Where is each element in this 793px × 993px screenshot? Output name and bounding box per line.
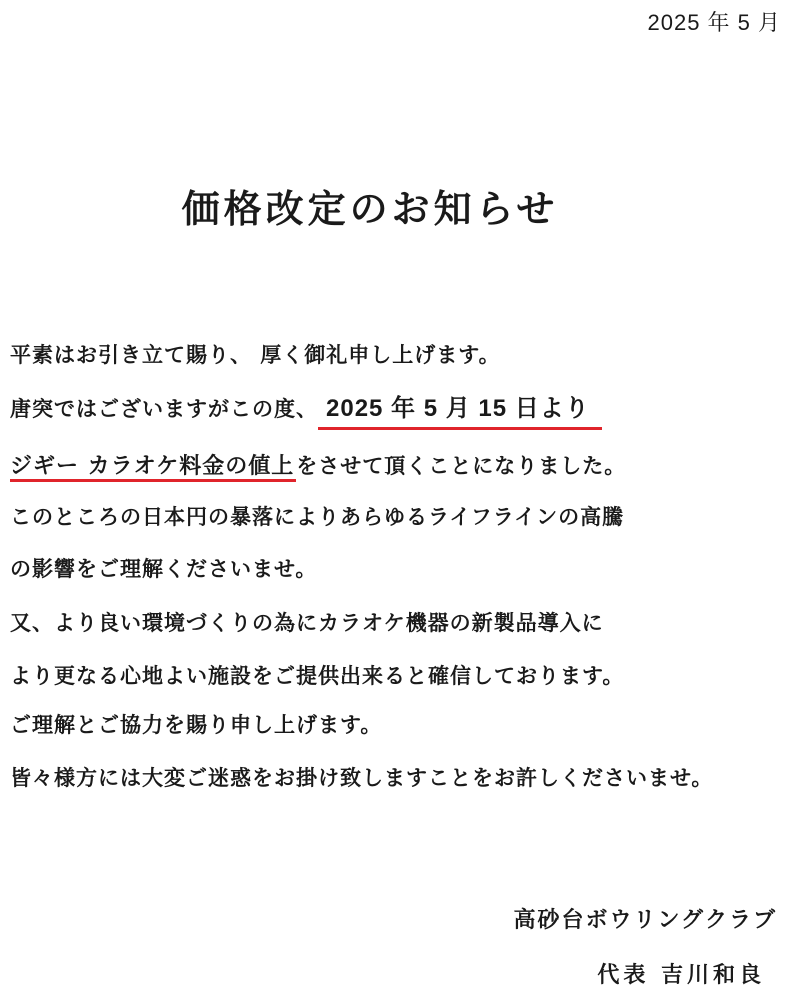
body-line-facility: より更なる心地よい施設をご提供出来ると確信しております。 bbox=[10, 664, 625, 688]
body-line-announcement bbox=[10, 391, 785, 448]
body-line-price-increase bbox=[10, 448, 785, 499]
body-line-cooperation: ご理解とご協力を賜り申し上げます。 bbox=[10, 713, 383, 737]
body-line-greeting: 平素はお引き立て賜り、 厚く御礼申し上げます。 bbox=[10, 343, 501, 367]
price-increase-suffix: をさせて頂くことになりました。 bbox=[296, 454, 627, 478]
body-line-new-equipment: 又、より良い環境づくりの為にカラオケ機器の新製品導入に bbox=[10, 611, 604, 635]
organization-name: 高砂台ボウリングクラブ bbox=[513, 908, 777, 933]
notice-body bbox=[10, 337, 785, 814]
body-line-understanding: の影響をご理解くださいませ。 bbox=[10, 557, 318, 581]
price-increase-highlight: ジギー カラオケ料金の値上 bbox=[10, 454, 296, 482]
representative-name: 代表 吉川和良 bbox=[597, 963, 765, 988]
body-line-reason: このところの日本円の暴落によりあらゆるライフラインの高騰 bbox=[10, 505, 625, 529]
announcement-prefix: 唐突ではございますがこの度、 bbox=[10, 397, 318, 421]
notice-date: 2025 年 5 月 bbox=[647, 10, 781, 35]
notice-title: 価格改定のお知らせ bbox=[181, 186, 559, 231]
effective-date-highlight: 2025 年 5 月 15 日より bbox=[318, 391, 602, 430]
body-line-apology: 皆々様方には大変ご迷惑をお掛け致しますことをお許しくださいませ。 bbox=[10, 766, 714, 790]
